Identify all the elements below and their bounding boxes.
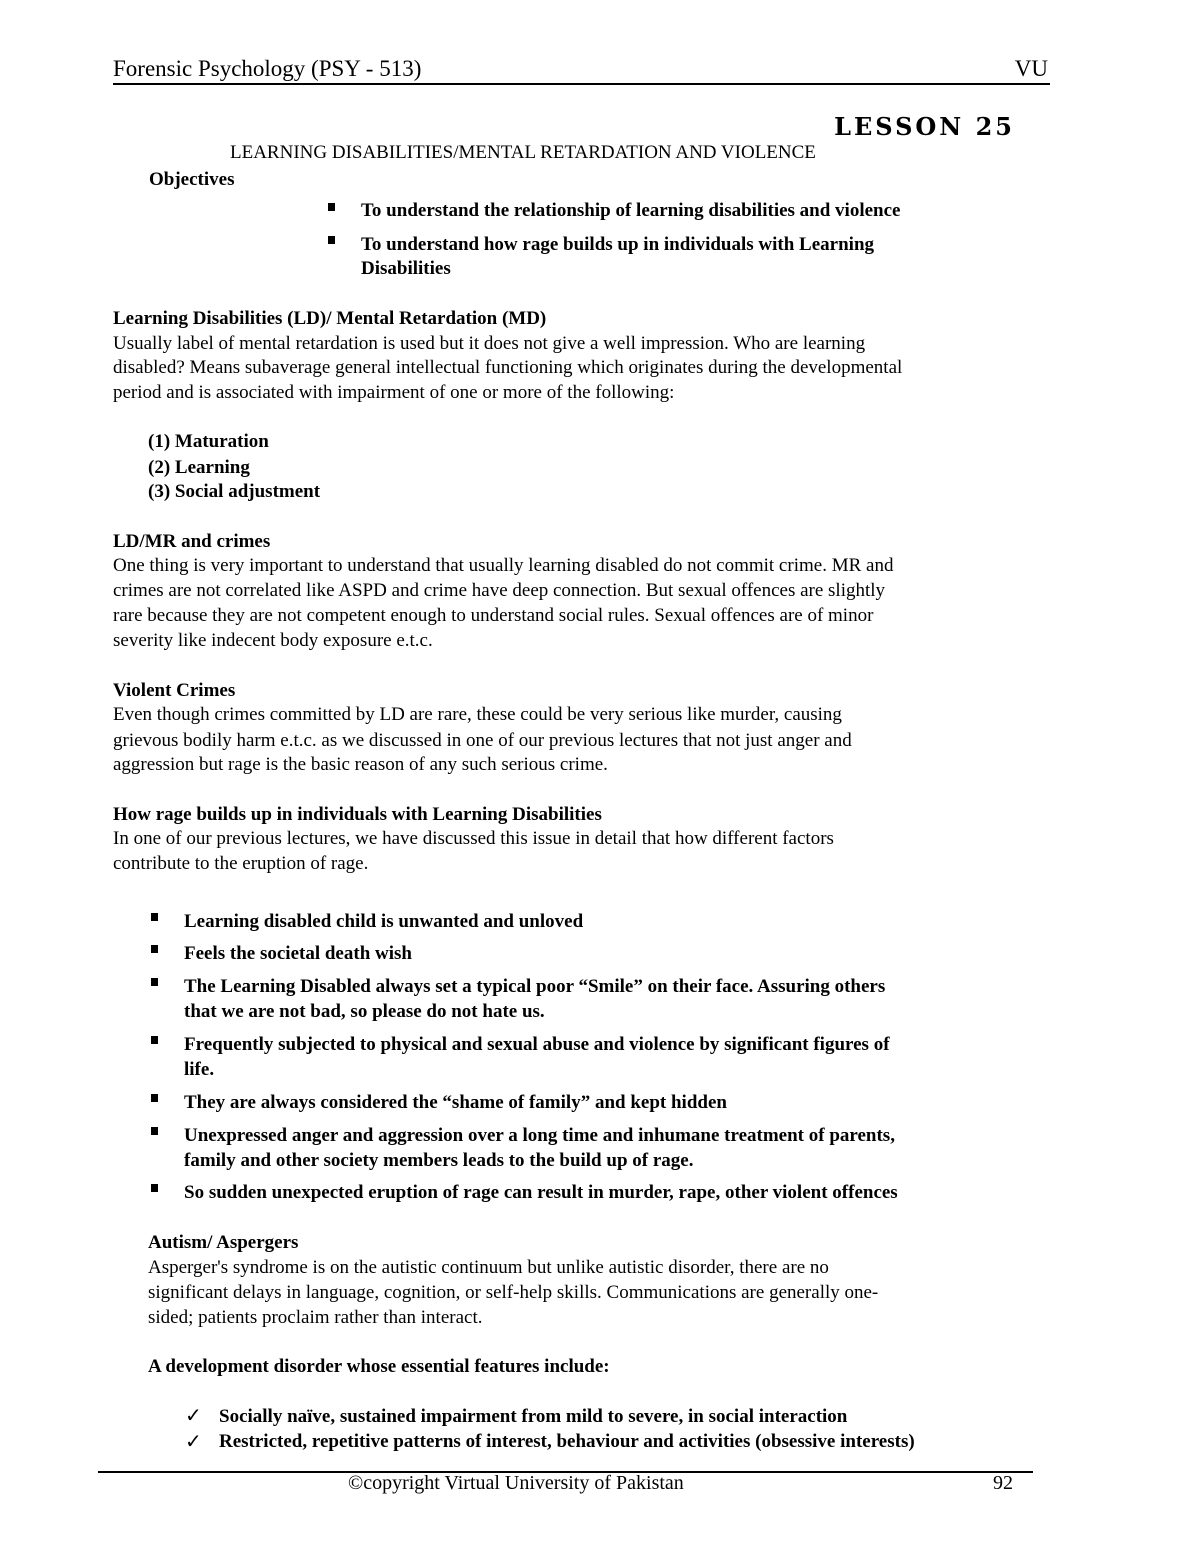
bullet-icon [151, 913, 158, 921]
lesson-number: LESSON 25 [834, 112, 1015, 141]
rage-bullet: The Learning Disabled always set a typical poor “Smile” on their face. Assuring others [184, 976, 886, 997]
list-item: (3) Social adjustment [148, 481, 321, 502]
paragraph-line: In one of our previous lectures, we have discussed this issue in detail that how different factors [113, 828, 834, 849]
feature-item: Socially naïve, sustained impairment from mild to severe, in social interaction [219, 1406, 848, 1427]
rage-bullet: They are always considered the “shame of family” and kept hidden [184, 1092, 727, 1113]
header-rule [113, 83, 1050, 85]
section-heading-rage: How rage builds up in individuals with Learning Disabilities [113, 804, 602, 825]
list-item: (1) Maturation [148, 431, 269, 452]
header-course: Forensic Psychology (PSY - 513) [113, 56, 422, 81]
paragraph-line: sided; patients proclaim rather than interact. [148, 1307, 483, 1328]
page-title: LEARNING DISABILITIES/MENTAL RETARDATION AND VIOLENCE [230, 142, 816, 163]
paragraph-line: contribute to the eruption of rage. [113, 853, 369, 874]
rage-bullet: Frequently subjected to physical and sexual abuse and violence by significant figures of [184, 1034, 890, 1055]
rage-bullet-continued: family and other society members leads to the build up of rage. [184, 1150, 694, 1171]
paragraph-line: disabled? Means subaverage general intellectual functioning which originates during the developmental [113, 357, 903, 378]
header-institution: VU [1014, 56, 1048, 81]
bullet-icon [151, 1184, 158, 1192]
bullet-icon [151, 978, 158, 986]
rage-bullet-continued: life. [184, 1059, 215, 1080]
bullet-icon [151, 1036, 158, 1044]
bullet-icon [151, 945, 158, 953]
paragraph-line: One thing is very important to understand that usually learning disabled do not commit crime. MR and [113, 555, 894, 576]
bullet-icon [328, 203, 335, 211]
bullet-icon [151, 1094, 158, 1102]
paragraph-line: severity like indecent body exposure e.t.c. [113, 630, 433, 651]
section-heading-violent: Violent Crimes [113, 680, 236, 701]
rage-bullet: Learning disabled child is unwanted and unloved [184, 911, 584, 932]
checkmark-icon: ✓ [185, 1403, 202, 1427]
rage-bullet: Feels the societal death wish [184, 943, 412, 964]
page-number: 92 [993, 1472, 1013, 1494]
paragraph-line: crimes are not correlated like ASPD and crime have deep connection. But sexual offences are slightly [113, 580, 886, 601]
objective-item: To understand the relationship of learning disabilities and violence [361, 200, 901, 221]
paragraph-line: Usually label of mental retardation is used but it does not give a well impression. Who are learning [113, 333, 866, 354]
paragraph-line: Even though crimes committed by LD are rare, these could be very serious like murder, causing [113, 704, 842, 725]
rage-bullet: So sudden unexpected eruption of rage can result in murder, rape, other violent offences [184, 1182, 898, 1203]
paragraph-line: significant delays in language, cognition, or self-help skills. Communications are generally one- [148, 1282, 879, 1303]
rage-bullet-continued: that we are not bad, so please do not hate us. [184, 1001, 545, 1022]
objectives-heading: Objectives [149, 169, 235, 190]
objective-item: To understand how rage builds up in individuals with Learning [361, 234, 875, 255]
features-heading: A development disorder whose essential features include: [148, 1356, 610, 1377]
rage-bullet: Unexpressed anger and aggression over a long time and inhumane treatment of parents, [184, 1125, 895, 1146]
section-heading-crimes: LD/MR and crimes [113, 531, 271, 552]
footer-copyright: ©copyright Virtual University of Pakistan [348, 1472, 684, 1494]
paragraph-line: grievous bodily harm e.t.c. as we discussed in one of our previous lectures that not just anger and [113, 730, 852, 751]
list-item: (2) Learning [148, 457, 250, 478]
paragraph-line: aggression but rage is the basic reason of any such serious crime. [113, 754, 608, 775]
paragraph-line: Asperger's syndrome is on the autistic continuum but unlike autistic disorder, there are no [148, 1257, 829, 1278]
bullet-icon [151, 1127, 158, 1135]
checkmark-icon: ✓ [185, 1429, 202, 1453]
section-heading-ld: Learning Disabilities (LD)/ Mental Retardation (MD) [113, 308, 547, 329]
paragraph-line: rare because they are not competent enough to understand social rules. Sexual offences are of minor [113, 605, 874, 626]
feature-item: Restricted, repetitive patterns of interest, behaviour and activities (obsessive interests) [219, 1431, 915, 1452]
paragraph-line: period and is associated with impairment of one or more of the following: [113, 382, 675, 403]
bullet-icon [328, 236, 335, 244]
section-heading-autism: Autism/ Aspergers [148, 1232, 299, 1253]
objective-item-continued: Disabilities [361, 258, 451, 279]
